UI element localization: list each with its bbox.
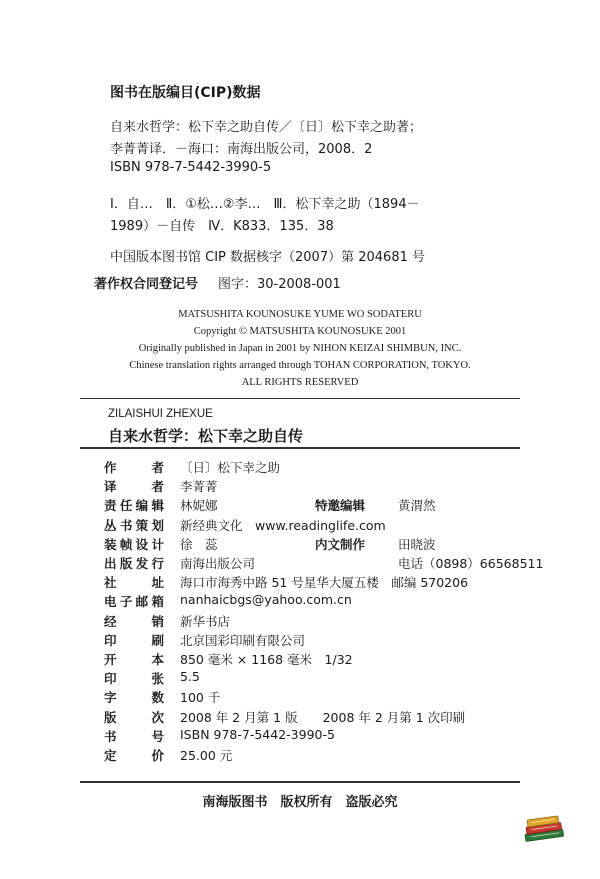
title-divider <box>80 447 520 449</box>
detail-value: 林妮娜 <box>180 498 218 514</box>
cip-classification: Ⅰ．自… Ⅱ．①松…②李… Ⅲ．松下幸之助（1894－ <box>110 197 420 212</box>
cip-line: 自来水哲学：松下幸之助自传／〔日〕松下幸之助著； <box>110 120 423 135</box>
detail-value: ISBN 978-7-5442-3990-5 <box>180 726 335 742</box>
english-rights-line: Chinese translation rights arranged through TOHAN CORPORATION, TOKYO. <box>129 360 471 371</box>
cip-heading: 图书在版编目(CIP)数据 <box>110 85 261 101</box>
detail-label: 印刷 <box>104 632 164 648</box>
detail-label: 出版发行 <box>104 556 164 571</box>
detail-label: 装帧设计 <box>104 536 164 552</box>
detail-value: 南海出版公司 <box>180 556 256 571</box>
detail-secondary-value: 电话（0898）66568511 <box>398 556 544 571</box>
copyright-registration-label: 著作权合同登记号 <box>94 277 199 292</box>
copyright-registration-number: 图字：30-2008-001 <box>218 277 341 292</box>
stacked-books-icon <box>518 808 568 844</box>
detail-secondary-value: 田晓波 <box>398 536 436 552</box>
detail-label: 版次 <box>104 709 164 725</box>
detail-value: 徐 蕊 <box>180 536 218 552</box>
detail-label: 社址 <box>104 575 164 591</box>
detail-value: 25.00 元 <box>180 748 233 763</box>
detail-value: 李菁菁 <box>180 479 218 495</box>
pinyin-title: ZILAISHUI ZHEXUE <box>108 408 213 420</box>
english-publication-line: Originally published in Japan in 2001 by NIHON KEIZAI SHIMBUN, INC. <box>138 343 462 354</box>
cip-record-number: 中国版本图书馆 CIP 数据核字（2007）第 204681 号 <box>110 250 425 265</box>
detail-value: 新经典文化 www.readinglife.com <box>180 517 386 533</box>
english-reserved-line: ALL RIGHTS RESERVED <box>241 377 359 388</box>
detail-label: 字数 <box>104 690 164 706</box>
cip-isbn: ISBN 978-7-5442-3990-5 <box>110 160 272 175</box>
detail-label: 开本 <box>104 652 164 667</box>
detail-label: 定价 <box>104 748 164 763</box>
copyright-notice: 南海版图书 版权所有 盗版必究 <box>202 795 398 810</box>
detail-value: nanhaicbgs@yahoo.com.cn <box>180 592 352 608</box>
detail-value: 北京国彩印刷有限公司 <box>180 632 306 648</box>
detail-secondary-label: 内文制作 <box>315 536 366 552</box>
detail-value: 〔日〕松下幸之助 <box>180 460 281 475</box>
detail-label: 作者 <box>104 460 164 475</box>
detail-label: 电子邮箱 <box>104 594 164 610</box>
section-divider <box>80 398 520 399</box>
detail-value: 100 千 <box>180 690 221 706</box>
cip-line: 李菁菁译．－海口：南海出版公司，2008．2 <box>110 142 373 157</box>
cip-classification: 1989）－自传 Ⅳ．K833．135．38 <box>110 219 334 234</box>
detail-secondary-value: 黄渭然 <box>398 498 436 514</box>
detail-label: 经销 <box>104 613 164 629</box>
detail-value: 2008 年 2 月第 1 版 2008 年 2 月第 1 次印刷 <box>180 709 466 725</box>
detail-value: 5.5 <box>180 669 200 685</box>
details-divider <box>80 781 520 783</box>
english-copyright-line: Copyright © MATSUSHITA KOUNOSUKE 2001 <box>193 326 407 337</box>
detail-value: 850 毫米 × 1168 毫米 1/32 <box>180 652 353 667</box>
book-title: 自来水哲学：松下幸之助自传 <box>108 427 304 445</box>
detail-value: 新华书店 <box>180 613 231 629</box>
english-title-line: MATSUSHITA KOUNOSUKE YUME WO SODATERU <box>178 309 422 320</box>
detail-secondary-label: 特邀编辑 <box>315 498 366 514</box>
detail-value: 海口市海秀中路 51 号星华大厦五楼 邮编 570206 <box>180 575 469 591</box>
detail-label: 译者 <box>104 479 164 495</box>
detail-label: 责任编辑 <box>104 498 164 514</box>
detail-label: 书号 <box>104 728 164 744</box>
detail-label: 印张 <box>104 671 164 687</box>
detail-label: 丛书策划 <box>104 517 164 533</box>
